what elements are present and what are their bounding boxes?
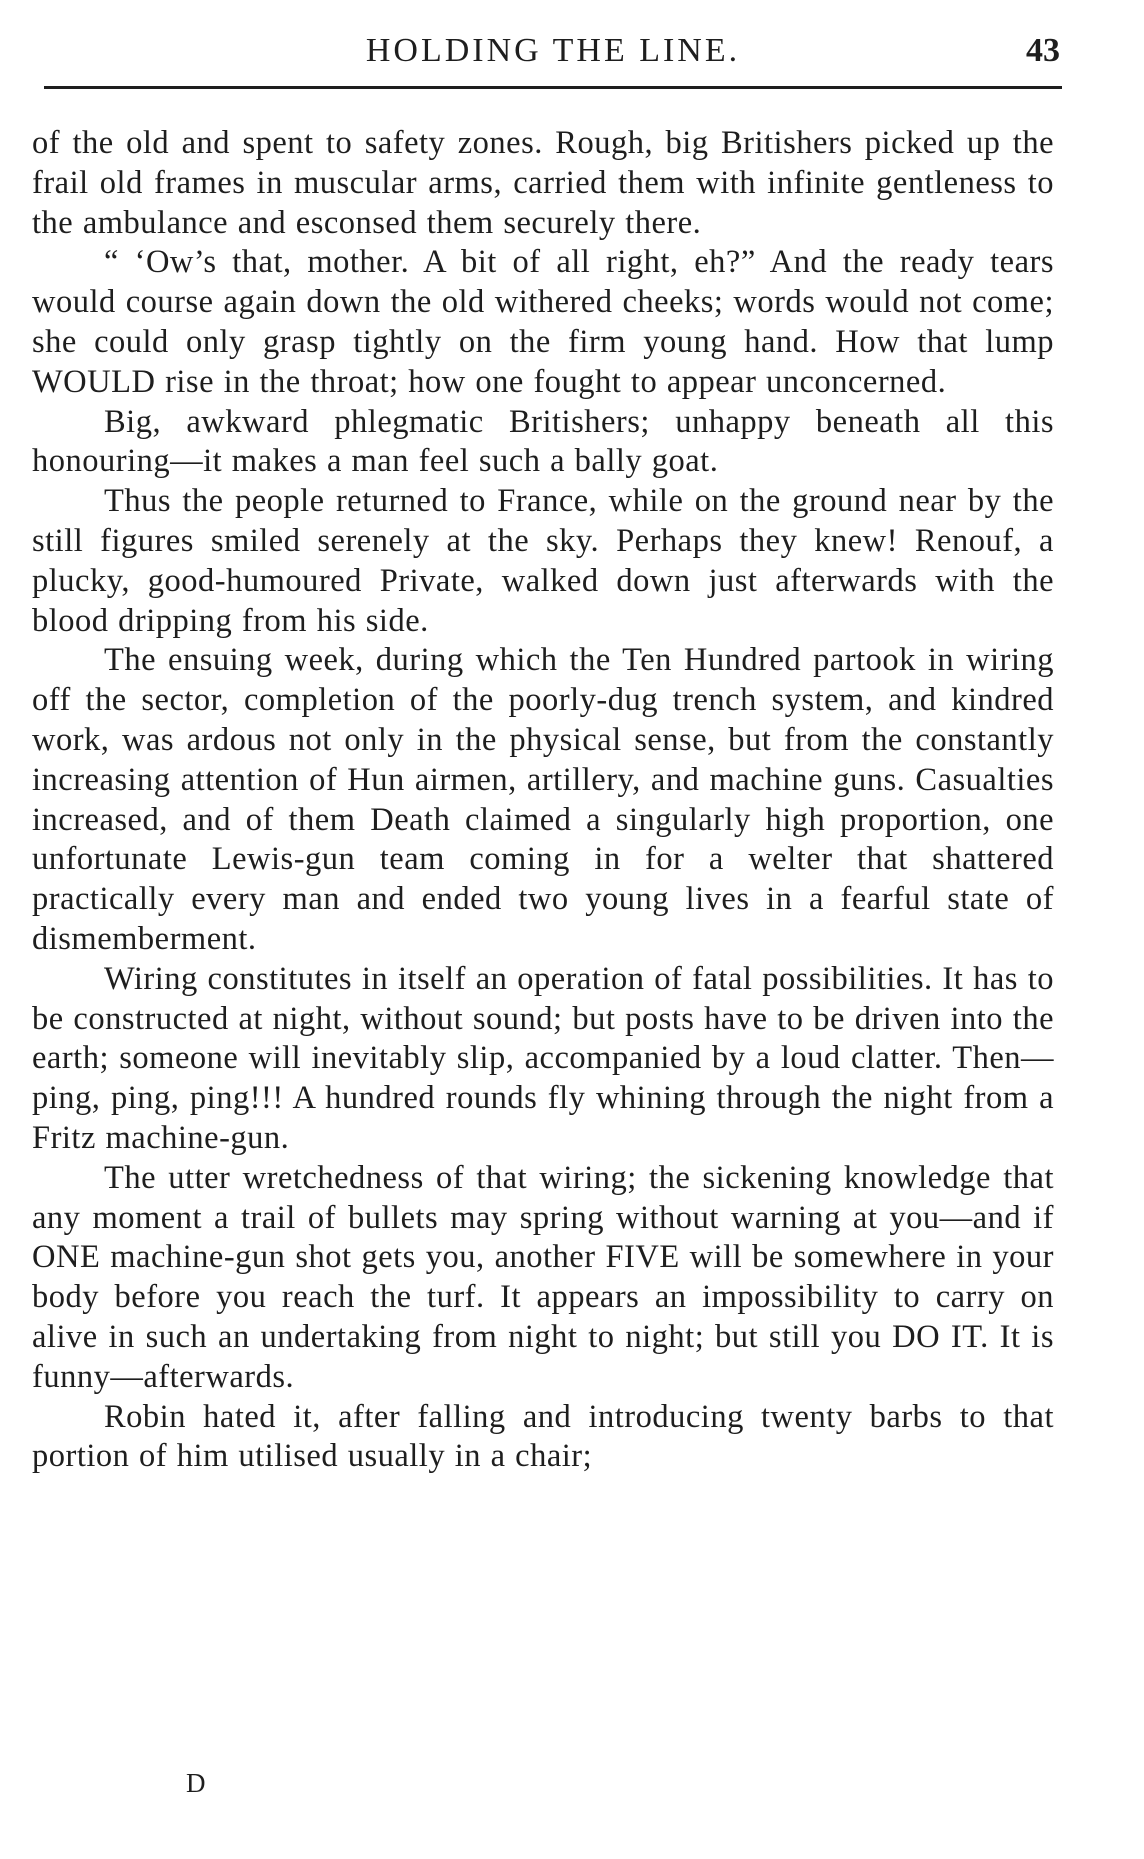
paragraph-1: of the old and spent to safety zones. Rough, big Britishers picked up the frail old frames in muscular arms, carried them with infinite gentleness to the ambulance and esconsed them securely there. — [32, 125, 1054, 241]
paragraph-3: Big, awkward phlegmatic Britishers; unhappy beneath all this honouring—it makes a man feel such a bally goat. — [32, 403, 1054, 480]
paragraph-5: The ensuing week, during which the Ten Hundred partook in wiring off the sector, completion of the poorly-dug trench system, and kindred work, was ardous not only in the physical sense, but from the constantly increasing attention of Hun airmen, artillery, and machine guns. Casualties increased, and of them Death claimed a singularly high proportion, one unfortunate Lewis-gun team coming in for a welter that shattered practically every man and ended two young lives in a fearful state of dismemberment. — [32, 642, 1054, 957]
header-rule — [44, 86, 1062, 89]
paragraph-4: Thus the people returned to France, while on the ground near by the still figures smiled serenely at the sky. Perhaps they knew! Renouf, a plucky, good-humoured Private, walked down just afterwards with the blood dripping from his side. — [32, 483, 1054, 639]
paragraph-8: Robin hated it, after falling and introducing twenty barbs to that portion of him utilised usually in a chair; — [32, 1398, 1054, 1475]
running-head — [46, 28, 1060, 84]
page-number: 43 — [1026, 32, 1060, 69]
body-text — [32, 124, 1054, 1477]
paragraph-6: Wiring constitutes in itself an operation of fatal possibilities. It has to be constructed at night, without sound; but posts have to be driven into the earth; someone will inevitably slip, accompanied by a loud clatter. Then—ping, ping, ping!!! A hundred rounds fly whining through the night from a Fritz machine-gun. — [32, 960, 1054, 1156]
paragraph-7: The utter wretchedness of that wiring; the sickening knowledge that any moment a trail of bullets may spring without warning at you—and if ONE machine-gun shot gets you, another FIVE will be somewhere in your body before you reach the turf. It appears an impossibility to carry on alive in such an undertaking from night to night; but still you DO IT. It is funny—afterwards. — [32, 1159, 1054, 1395]
running-title: HOLDING THE LINE. — [365, 32, 741, 69]
signature-mark: D — [186, 1768, 206, 1798]
paragraph-2: “ ‘Ow’s that, mother. A bit of all right, eh?” And the ready tears would course again down the old withered cheeks; words would not come; she could only grasp tightly on the firm young hand. How that lump WOULD rise in the throat; how one fought to appear unconcerned. — [32, 244, 1054, 400]
